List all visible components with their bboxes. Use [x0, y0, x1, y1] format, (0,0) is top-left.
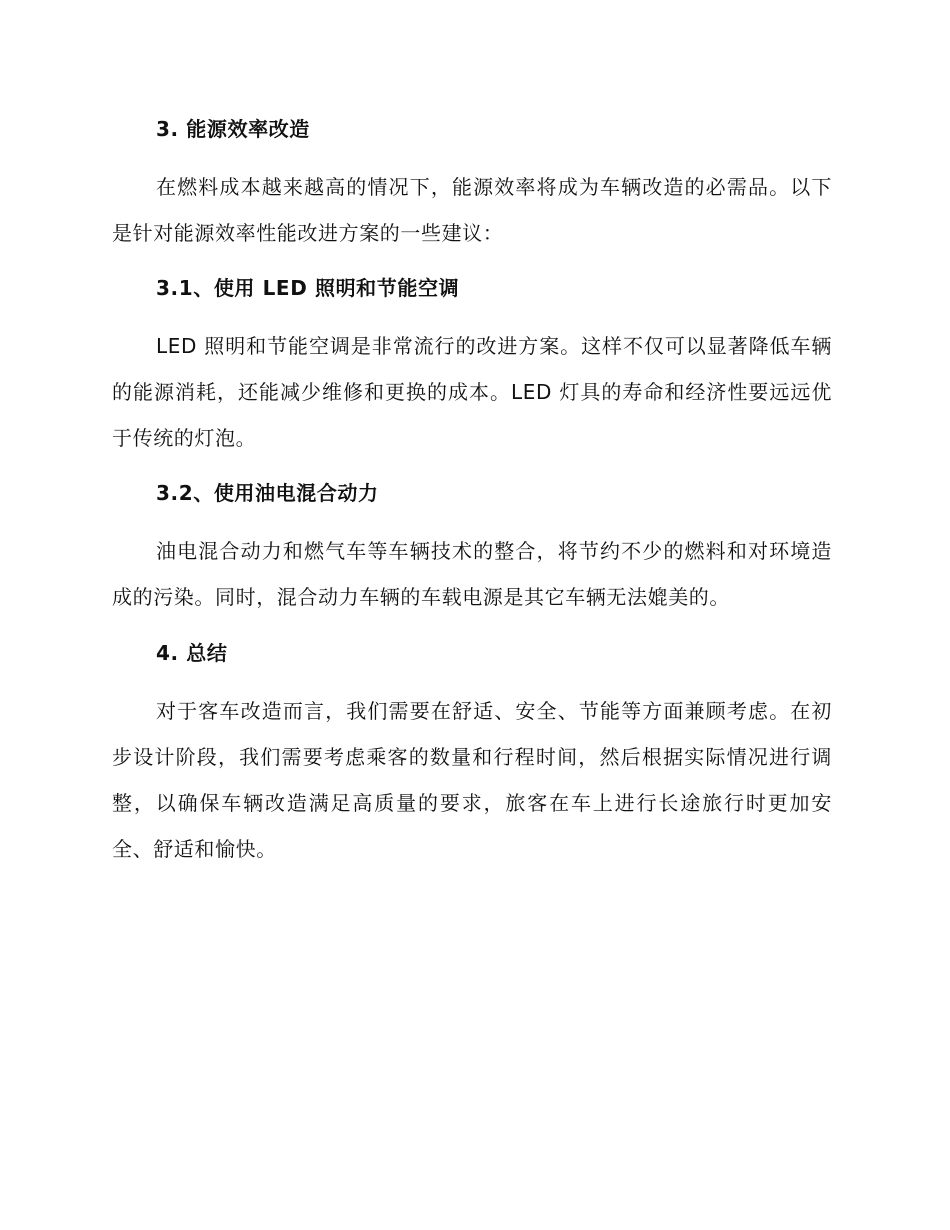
section-heading-led-lighting: 3.1、使用 LED 照明和节能空调: [156, 276, 460, 300]
section-paragraph-energy-efficiency: 在燃料成本越来越高的情况下，能源效率将成为车辆改造的必需品。以下是针对能源效率性能改进方案的一些建议：: [112, 175, 832, 245]
section-heading-hybrid-power: 3.2、使用油电混合动力: [156, 481, 379, 505]
section-heading-energy-efficiency: 3. 能源效率改造: [156, 117, 310, 141]
section-paragraph-summary: 对于客车改造而言，我们需要在舒适、安全、节能等方面兼顾考虑。在初步设计阶段，我们需要考虑乘客的数量和行程时间，然后根据实际情况进行调整，以确保车辆改造满足高质量的要求，旅客在车上进行长途旅行时更加安全、舒适和愉快。: [112, 699, 832, 861]
section-heading-summary: 4. 总结: [156, 641, 228, 665]
section-paragraph-hybrid-power: 油电混合动力和燃气车等车辆技术的整合，将节约不少的燃料和对环境造成的污染。同时，混合动力车辆的车载电源是其它车辆无法媲美的。: [112, 539, 832, 609]
section-paragraph-led-lighting: LED 照明和节能空调是非常流行的改进方案。这样不仅可以显著降低车辆的能源消耗，还能减少维修和更换的成本。LED 灯具的寿命和经济性要远远优于传统的灯泡。: [112, 334, 832, 450]
